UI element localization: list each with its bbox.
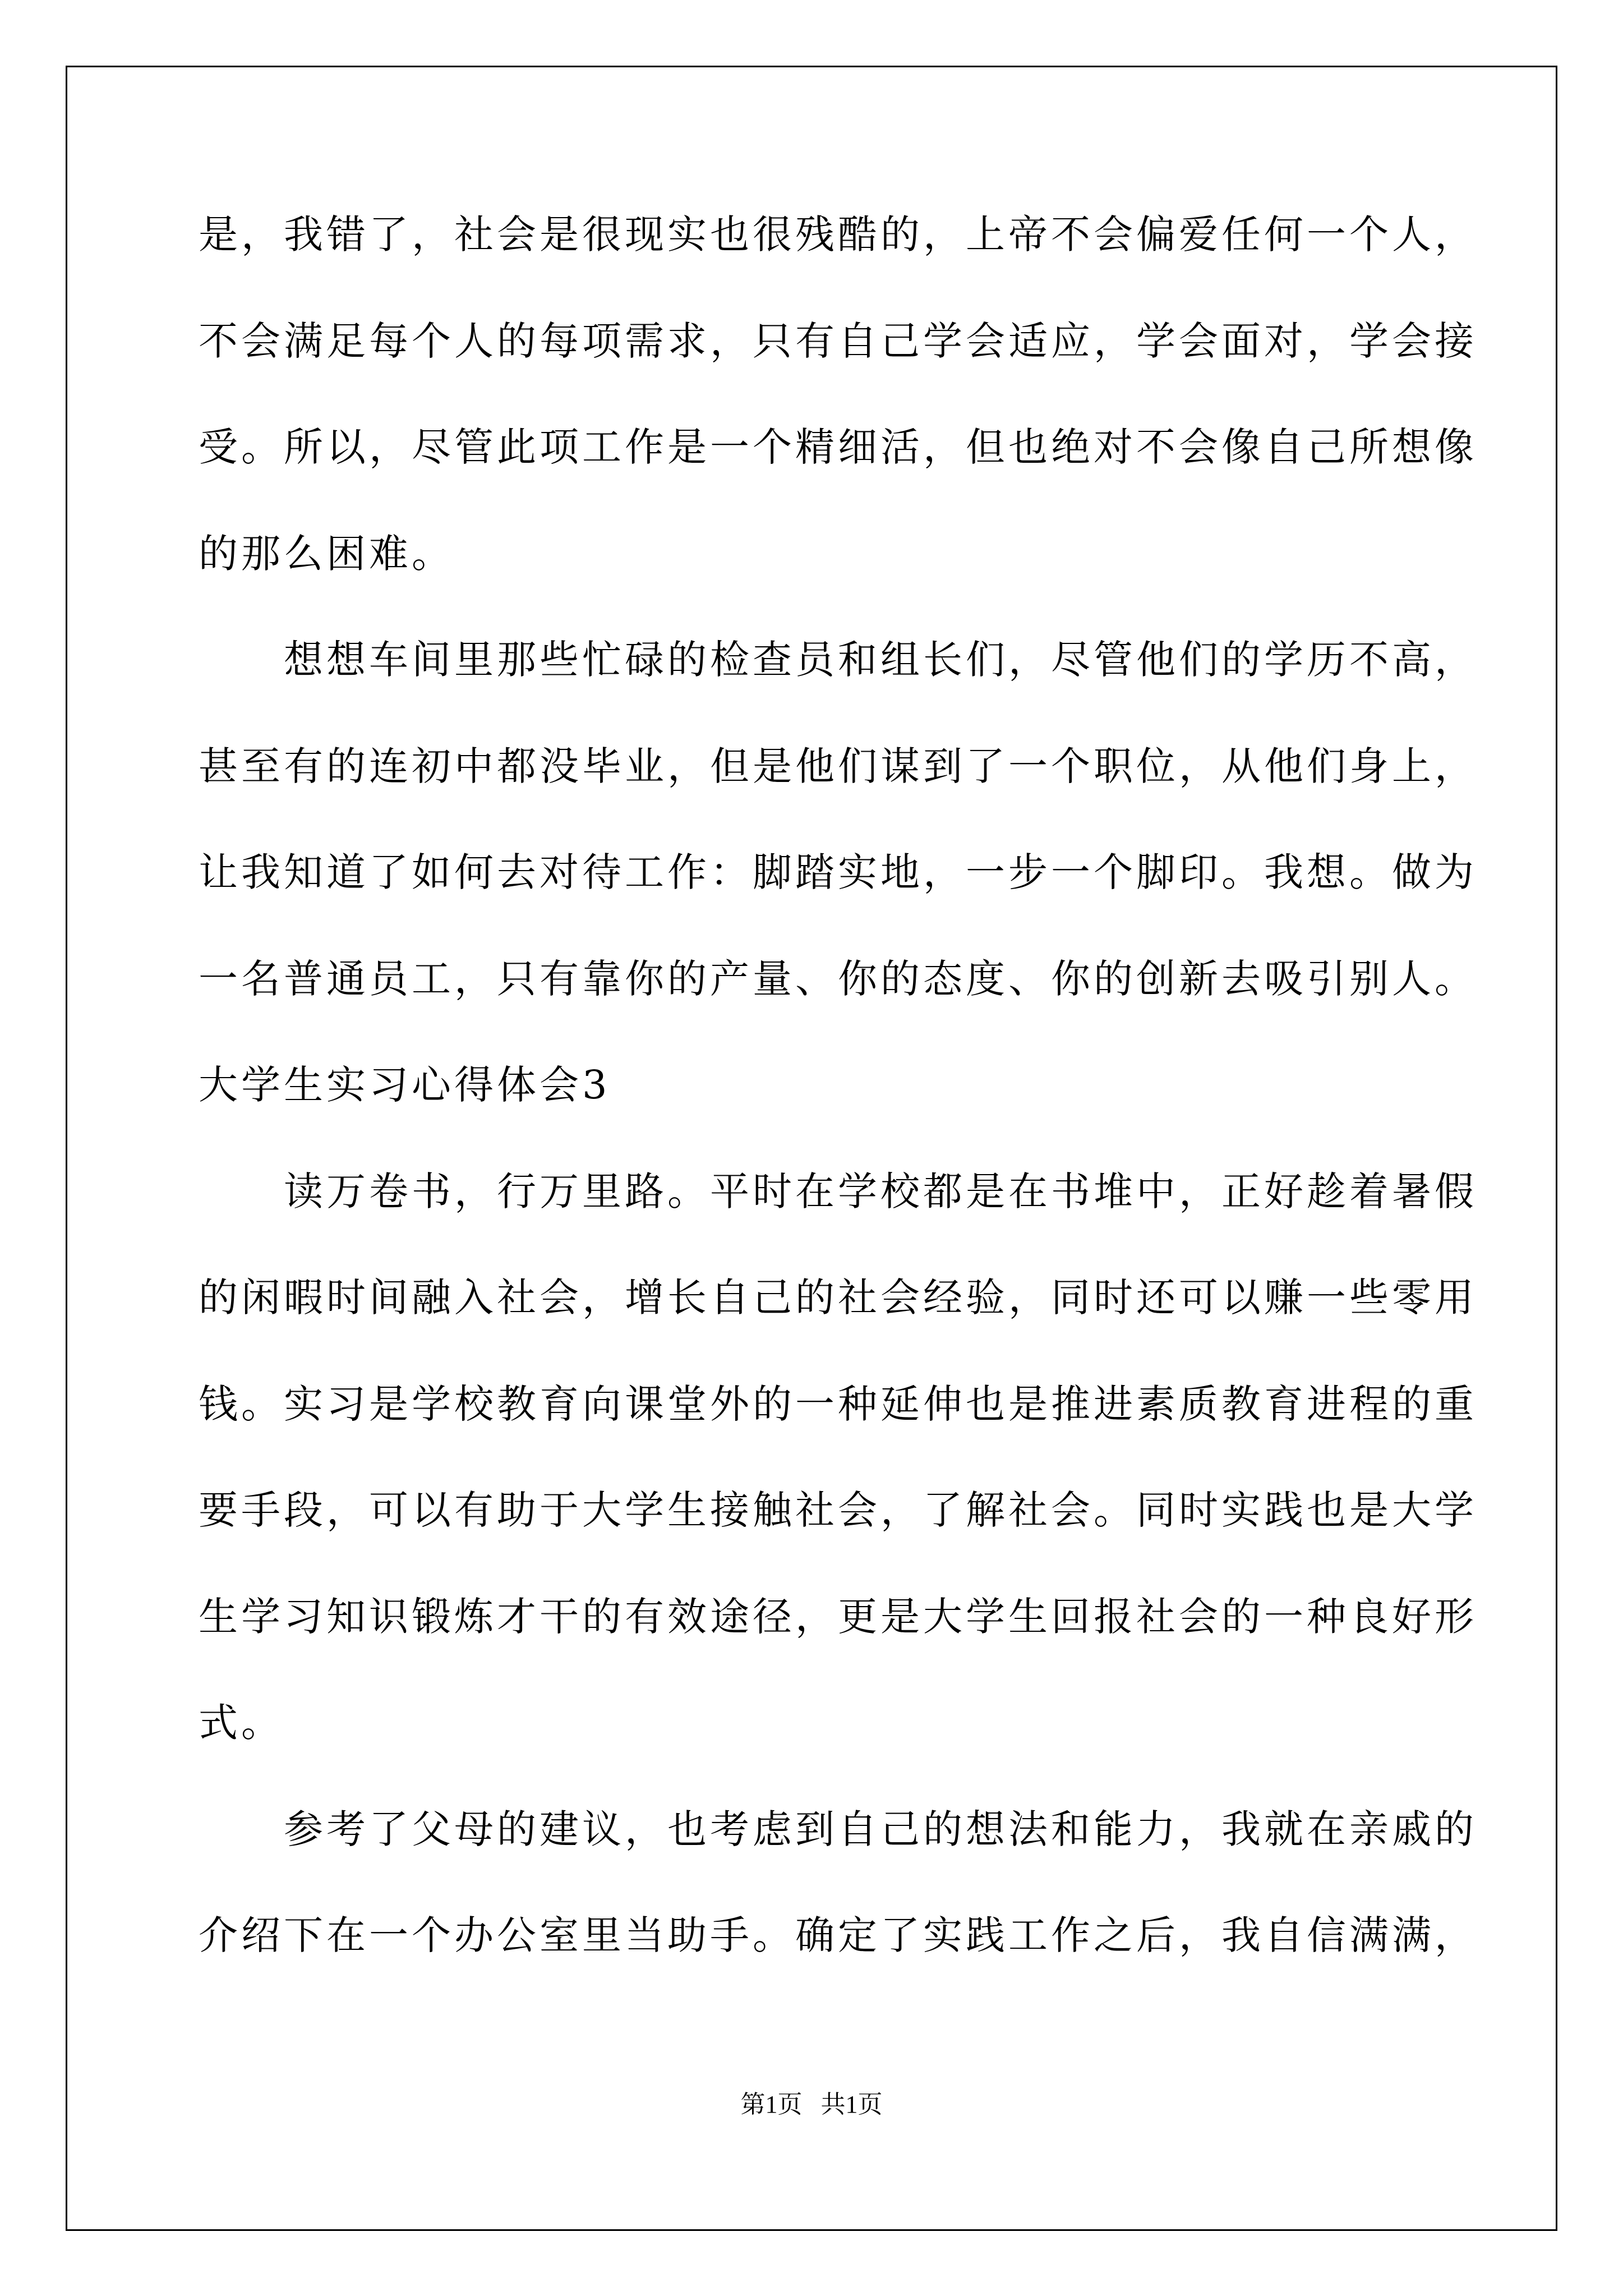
text-line: 要手段，可以有助于大学生接触社会，了解社会。同时实践也是大学 xyxy=(199,1487,1477,1533)
text-line: 的那么困难。 xyxy=(199,530,454,577)
page-footer: 第1页 共1页 xyxy=(740,2091,883,2118)
document-body xyxy=(199,206,1477,2014)
text-line: 受。所以，尽管此项工作是一个精细活，但也绝对不会像自己所想像 xyxy=(199,424,1477,470)
text-line: 参考了父母的建议，也考虑到自己的想法和能力，我就在亲戚的 xyxy=(199,1806,1477,1852)
text-line: 让我知道了如何去对待工作：脚踏实地，一步一个脚印。我想。做为 xyxy=(199,849,1477,895)
text-line: 甚至有的连初中都没毕业，但是他们谋到了一个职位，从他们身上， xyxy=(199,743,1477,789)
text-line: 生学习知识锻炼才干的有效途径，更是大学生回报社会的一种良好形 xyxy=(199,1593,1477,1640)
text-line: 是，我错了，社会是很现实也很残酷的，上帝不会偏爱任何一个人， xyxy=(199,211,1477,257)
text-line: 钱。实习是学校教育向课堂外的一种延伸也是推进素质教育进程的重 xyxy=(199,1381,1477,1427)
text-line: 一名普通员工，只有靠你的产量、你的态度、你的创新去吸引别人。 xyxy=(199,955,1477,1002)
text-line: 的闲暇时间融入社会，增长自己的社会经验，同时还可以赚一些零用 xyxy=(199,1274,1477,1320)
text-line: 读万卷书，行万里路。平时在学校都是在书堆中，正好趁着暑假 xyxy=(199,1168,1477,1214)
text-line: 想想车间里那些忙碌的检查员和组长们，尽管他们的学历不高， xyxy=(199,637,1477,683)
text-line: 介绍下在一个办公室里当助手。确定了实践工作之后，我自信满满， xyxy=(199,1912,1477,1958)
section-heading: 大学生实习心得体会3 xyxy=(199,1062,611,1108)
text-line: 不会满足每个人的每项需求，只有自己学会适应，学会面对，学会接 xyxy=(199,318,1477,364)
text-line: 式。 xyxy=(199,1700,284,1746)
